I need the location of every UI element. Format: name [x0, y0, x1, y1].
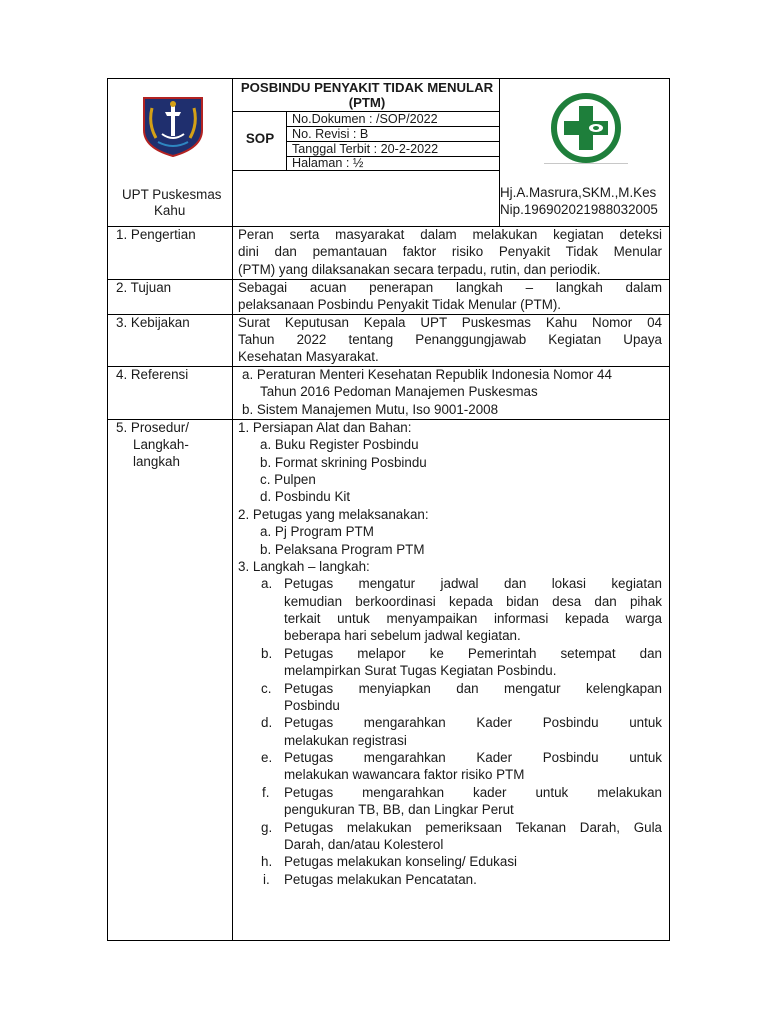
section-label-pengertian: 1. Pengertian [116, 227, 196, 242]
step-marker: d. [261, 715, 273, 730]
referensi-line: a. Peraturan Menteri Kesehatan Republik Indonesia Nomor 44 [242, 367, 612, 382]
unit-name-line2: Kahu [154, 203, 186, 218]
step-text: Petugas melakukan Pencatatan. [284, 872, 477, 887]
pengertian-line: (PTM) yang dilaksanakan secara terpadu, rutin, dan periodik. [238, 262, 601, 277]
tujuan-line: Sebagai acuan penerapan langkah – langkah dalam [238, 280, 662, 295]
step-marker: e. [261, 750, 273, 765]
table-border [107, 78, 670, 79]
step-text: melakukan registrasi [284, 733, 407, 748]
left-emblem [138, 90, 208, 160]
step-text: beberapa hari sebelum jadwal kegiatan. [284, 628, 521, 643]
signer-nip: Nip.196902021988032005 [500, 202, 658, 217]
table-border [107, 78, 108, 940]
section-label-prosedur: 5. Prosedur/ [116, 420, 189, 435]
document-title: POSBINDU PENYAKIT TIDAK MENULAR (PTM) [240, 80, 494, 110]
section-label-tujuan: 2. Tujuan [116, 280, 172, 295]
table-border [669, 78, 670, 940]
meta-tanggal-terbit: Tanggal Terbit : 20-2-2022 [292, 142, 439, 156]
step-text: Petugas menyiapkan dan mengatur kelengkapan [284, 681, 662, 696]
referensi-line: b. Sistem Manajemen Mutu, Iso 9001-2008 [242, 402, 499, 417]
referensi-line: Tahun 2016 Pedoman Manajemen Puskesmas [260, 384, 538, 399]
step-marker: b. [261, 646, 273, 661]
step-marker: h. [261, 854, 273, 869]
prosedur-heading: 1. Persiapan Alat dan Bahan: [238, 420, 412, 435]
section-label-referensi: 4. Referensi [116, 367, 189, 382]
step-text: Petugas melakukan pemeriksaan Tekanan Darah, Gula [284, 820, 662, 835]
prosedur-item: a. Pj Program PTM [260, 524, 374, 539]
puskesmas-logo [546, 92, 626, 164]
table-border [107, 940, 670, 941]
meta-no-revisi: No. Revisi : B [292, 127, 369, 141]
step-text: kemudian berkoordinasi kepada bidan desa dan pihak [284, 594, 662, 609]
prosedur-heading: 2. Petugas yang melaksanakan: [238, 507, 429, 522]
step-text: terkait untuk menyampaikan informasi kepada warga [284, 611, 662, 626]
step-text: Petugas melapor ke Pemerintah setempat dan [284, 646, 662, 661]
step-text: pengukuran TB, BB, dan Lingkar Perut [284, 802, 514, 817]
step-marker: f. [262, 785, 270, 800]
meta-no-dokumen: No.Dokumen : /SOP/2022 [292, 112, 438, 126]
kebijakan-line: Tahun 2022 tentang Penanggungjawab Kegiatan Upaya [238, 332, 662, 347]
step-text: Petugas mengarahkan kader untuk melakukan [284, 785, 662, 800]
pengertian-line: dini dan pemantauan faktor risiko Penyakit Tidak Menular [238, 244, 662, 259]
sop-label: SOP [245, 131, 275, 146]
section-label-prosedur: Langkah- [133, 437, 189, 452]
step-marker: a. [261, 576, 273, 591]
pengertian-line: Peran serta masyarakat dalam melakukan kegiatan deteksi [238, 227, 662, 242]
prosedur-item: a. Buku Register Posbindu [260, 437, 419, 452]
tujuan-line: pelaksanaan Posbindu Penyakit Tidak Menular (PTM). [238, 297, 562, 312]
prosedur-item: b. Format skrining Posbindu [260, 455, 427, 470]
signer-name: Hj.A.Masrura,SKM.,M.Kes [500, 185, 657, 200]
section-label-prosedur: langkah [133, 454, 180, 469]
step-text: Petugas mengatur jadwal dan lokasi kegiatan [284, 576, 662, 591]
section-label-kebijakan: 3. Kebijakan [116, 315, 190, 330]
step-marker: i. [263, 872, 270, 887]
step-text: Petugas mengarahkan Kader Posbindu untuk [284, 750, 662, 765]
prosedur-heading: 3. Langkah – langkah: [238, 559, 370, 574]
table-border [232, 78, 233, 940]
meta-halaman: Halaman : ½ [292, 156, 364, 170]
step-text: Posbindu [284, 698, 340, 713]
table-border [232, 170, 499, 171]
unit-name-line1: UPT Puskesmas [122, 187, 222, 202]
prosedur-item: b. Pelaksana Program PTM [260, 542, 425, 557]
prosedur-item: c. Pulpen [260, 472, 316, 487]
kebijakan-line: Surat Keputusan Kepala UPT Puskesmas Kahu Nomor 04 [238, 315, 662, 330]
prosedur-item: d. Posbindu Kit [260, 489, 351, 504]
step-marker: g. [261, 820, 273, 835]
step-text: Petugas mengarahkan Kader Posbindu untuk [284, 715, 662, 730]
step-text: melampirkan Surat Tugas Kegiatan Posbindu. [284, 663, 557, 678]
step-text: melakukan wawancara faktor risiko PTM [284, 767, 525, 782]
step-text: Darah, dan/atau Kolesterol [284, 837, 444, 852]
step-marker: c. [261, 681, 272, 696]
kebijakan-line: Kesehatan Masyarakat. [238, 349, 379, 364]
step-text: Petugas melakukan konseling/ Edukasi [284, 854, 517, 869]
